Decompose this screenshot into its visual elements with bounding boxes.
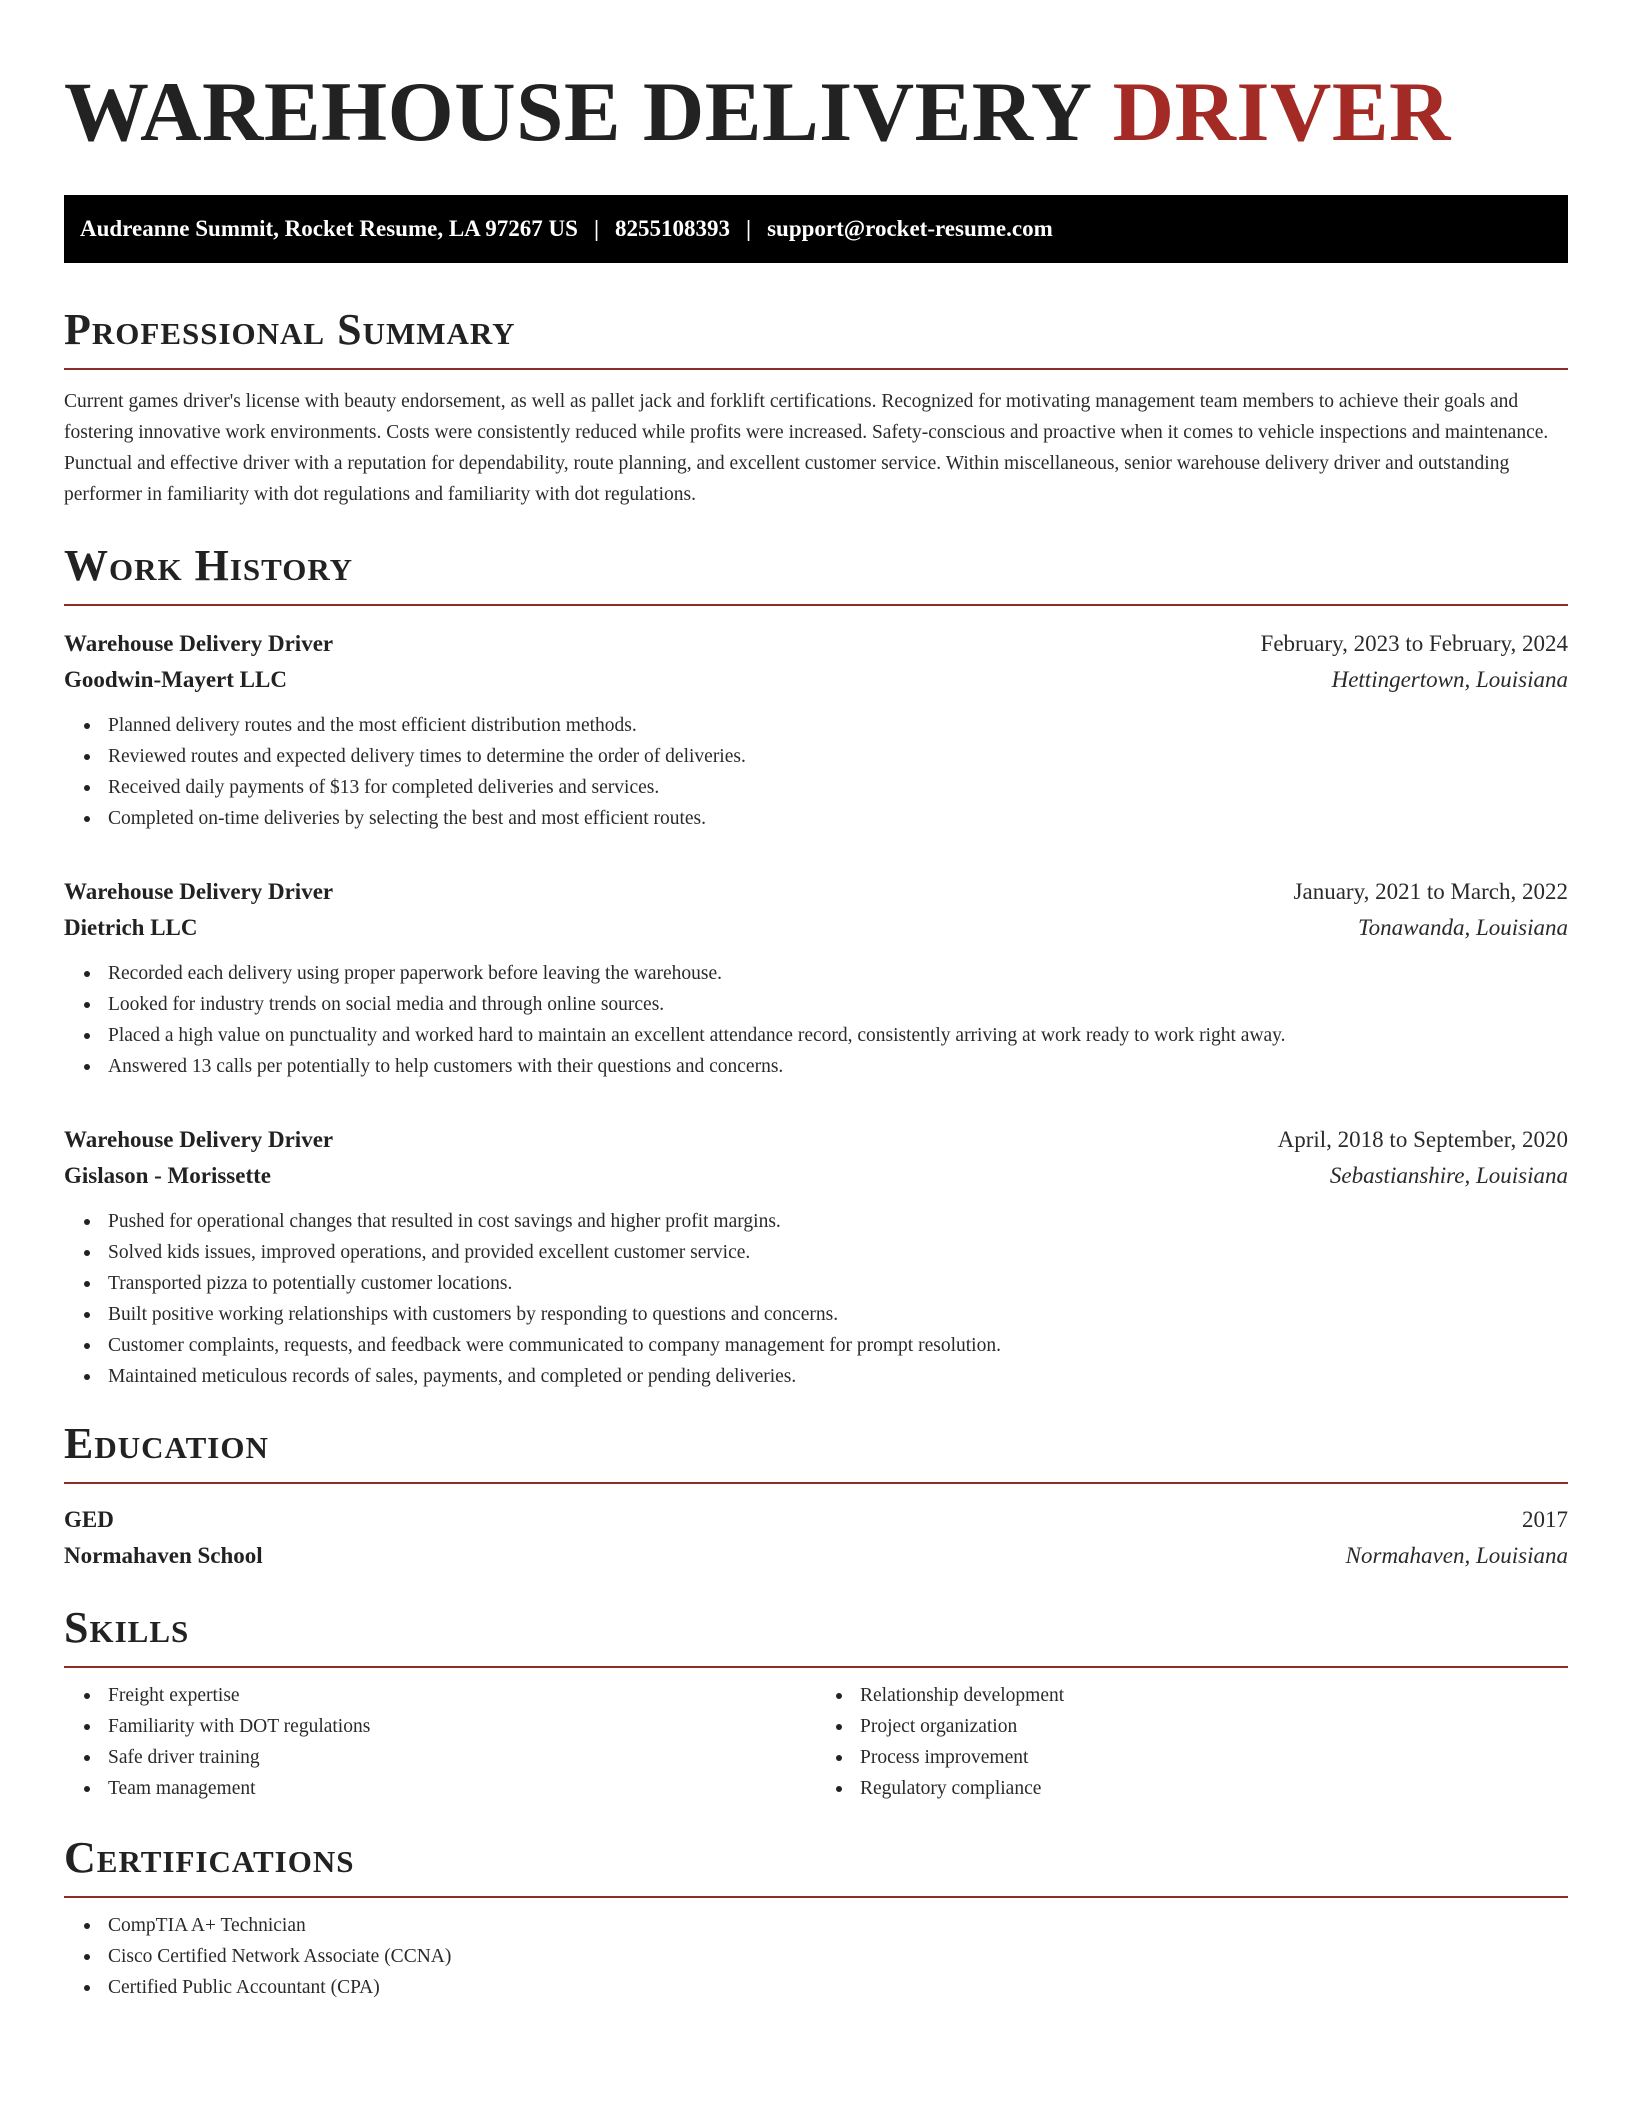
certification-item: CompTIA A+ Technician [108,1910,1568,1941]
job-entry [64,874,1568,1082]
job-company: Gislason - Morissette [64,1163,271,1188]
job-bullets [64,1206,1568,1392]
section-divider [64,604,1568,606]
section-divider [64,368,1568,370]
job-bullets [64,958,1568,1082]
job-company: Goodwin-Mayert LLC [64,667,287,692]
resume-title [64,55,1568,159]
education-location: Normahaven, Louisiana [1345,1543,1568,1568]
section-divider [64,1666,1568,1668]
job-bullet: Solved kids issues, improved operations, and provided excellent customer service. [108,1237,1568,1268]
skill-item: Project organization [860,1711,1568,1742]
skill-item: Relationship development [860,1680,1568,1711]
job-bullet: Recorded each delivery using proper paperwork before leaving the warehouse. [108,958,1568,989]
certifications-list [64,1910,1568,2003]
job-bullet: Built positive working relationships with customers by responding to questions and concerns. [108,1299,1568,1330]
skills-grid [64,1680,1568,1804]
job-entry [64,1122,1568,1392]
summary-section [64,305,1568,510]
job-title: Warehouse Delivery Driver [64,879,334,904]
job-location: Tonawanda, Louisiana [1357,915,1568,940]
job-bullets [64,710,1568,834]
title-job-name: WAREHOUSE DELIVERY [64,65,1093,159]
skill-item: Team management [108,1773,816,1804]
contact-separator: | [746,216,752,241]
skill-item: Regulatory compliance [860,1773,1568,1804]
job-dates: February, 2023 to February, 2024 [1260,631,1568,656]
education-entry [64,1502,1568,1574]
education-school: Normahaven School [64,1543,263,1568]
work-history-heading: Work History [64,541,354,590]
skills-section [64,1603,1568,1804]
job-company: Dietrich LLC [64,915,198,940]
certification-item: Cisco Certified Network Associate (CCNA) [108,1941,1568,1972]
section-divider [64,1896,1568,1898]
skills-list-left [64,1680,816,1804]
job-title: Warehouse Delivery Driver [64,631,334,656]
skill-item: Freight expertise [108,1680,816,1711]
job-bullet: Customer complaints, requests, and feedback were communicated to company management for prompt resolution. [108,1330,1568,1361]
contact-phone: 8255108393 [615,216,731,241]
contact-email: support@rocket-resume.com [767,216,1053,241]
education-degree: GED [64,1507,114,1532]
job-location: Hettingertown, Louisiana [1331,667,1568,692]
job-bullet: Reviewed routes and expected delivery times to determine the order of deliveries. [108,741,1568,772]
job-bullet: Placed a high value on punctuality and worked hard to maintain an excellent attendance record, consistently arriving at work ready to work right away. [108,1020,1568,1051]
job-dates: January, 2021 to March, 2022 [1293,879,1568,904]
certifications-section [64,1833,1568,2003]
skill-item: Safe driver training [108,1742,816,1773]
job-dates: April, 2018 to September, 2020 [1277,1127,1568,1152]
contact-bar [64,195,1568,263]
skills-heading: Skills [64,1603,190,1652]
skill-item: Process improvement [860,1742,1568,1773]
job-title: Warehouse Delivery Driver [64,1127,334,1152]
education-section [64,1419,1568,1574]
job-entry [64,626,1568,834]
summary-heading: Professional Summary [64,305,516,354]
job-bullet: Received daily payments of $13 for completed deliveries and services. [108,772,1568,803]
contact-separator: | [593,216,600,241]
title-job-accent: DRIVER [1112,65,1451,159]
contact-address: Audreanne Summit, Rocket Resume, LA 97267 US [80,216,578,241]
section-divider [64,1482,1568,1484]
education-heading: Education [64,1419,269,1468]
summary-text: Current games driver's license with beauty endorsement, as well as pallet jack and forklift certifications. Recognized for motivating management team members to achieve their goals and fostering innovative work environments. Costs were consistently reduced while profits were increased. Safety-conscious and proactive when it comes to vehicle inspections and maintenance. Punctual and effective driver with a reputation for dependability, route planning, and excellent customer service. Within miscellaneous, senior warehouse delivery driver and outstanding performer in familiarity with dot regulations and familiarity with dot regulations. [64,391,1549,505]
job-bullet: Pushed for operational changes that resulted in cost savings and higher profit margins. [108,1206,1568,1237]
education-year: 2017 [1522,1507,1568,1532]
job-location: Sebastianshire, Louisiana [1329,1163,1568,1188]
job-bullet: Planned delivery routes and the most efficient distribution methods. [108,710,1568,741]
job-bullet: Completed on-time deliveries by selecting the best and most efficient routes. [108,803,1568,834]
job-bullet: Transported pizza to potentially customer locations. [108,1268,1568,1299]
job-bullet: Maintained meticulous records of sales, payments, and completed or pending deliveries. [108,1361,1568,1392]
skill-item: Familiarity with DOT regulations [108,1711,816,1742]
skills-list-right [816,1680,1568,1804]
job-bullet: Answered 13 calls per potentially to help customers with their questions and concerns. [108,1051,1568,1082]
certifications-heading: Certifications [64,1833,355,1882]
work-history-section [64,541,1568,1392]
job-bullet: Looked for industry trends on social media and through online sources. [108,989,1568,1020]
certification-item: Certified Public Accountant (CPA) [108,1972,1568,2003]
